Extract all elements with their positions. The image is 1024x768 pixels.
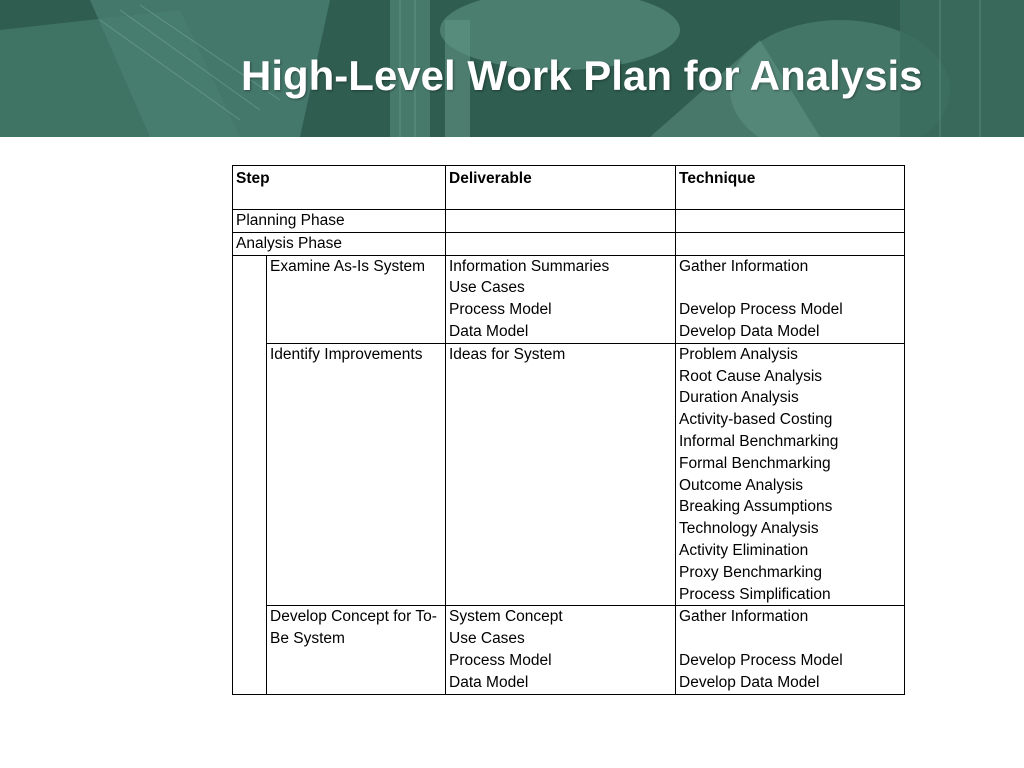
phase-analysis: Analysis Phase	[233, 232, 446, 255]
step-label: Identify Improvements	[270, 345, 423, 363]
table-row	[233, 255, 905, 343]
technique-item: Informal Benchmarking	[679, 432, 839, 450]
technique-item: Activity-based Costing	[679, 411, 833, 429]
table-row	[233, 343, 905, 606]
step-cell	[267, 255, 446, 343]
deliverable-item: Information Summaries	[449, 257, 610, 275]
technique-item: Develop Process Model	[679, 651, 843, 669]
header-step: Step	[233, 166, 446, 210]
indent-cell	[233, 255, 267, 694]
technique-item: Formal Benchmarking	[679, 454, 831, 472]
work-plan-table	[232, 165, 905, 695]
slide-title: High-Level Work Plan for Analysis	[241, 52, 923, 99]
technique-item: Root Cause Analysis	[679, 367, 823, 385]
deliverable-item: Use Cases	[449, 630, 525, 648]
step-label: Develop Concept for To-	[270, 608, 437, 626]
table-row	[233, 232, 905, 255]
technique-item	[679, 277, 901, 299]
deliverable-item: Process Model	[449, 301, 552, 319]
deliverable-cell	[446, 606, 676, 694]
header-deliverable: Deliverable	[446, 166, 676, 210]
technique-item: Develop Data Model	[679, 673, 820, 691]
header-technique: Technique	[676, 166, 905, 210]
technique-item: Duration Analysis	[679, 389, 799, 407]
technique-cell	[676, 606, 905, 694]
technique-item: Gather Information	[679, 608, 809, 626]
technique-item: Breaking Assumptions	[679, 498, 833, 516]
deliverable-item: Ideas for System	[449, 345, 566, 363]
table-row	[233, 210, 905, 233]
table-row	[233, 606, 905, 694]
technique-item: Outcome Analysis	[679, 476, 804, 494]
deliverable-cell	[446, 343, 676, 606]
table-header-row	[233, 166, 905, 210]
technique-cell	[676, 255, 905, 343]
title-banner	[0, 0, 1024, 137]
deliverable-cell	[446, 255, 676, 343]
technique-item: Problem Analysis	[679, 345, 798, 363]
technique-item: Activity Elimination	[679, 541, 809, 559]
step-label: Examine As-Is System	[270, 257, 426, 275]
technique-item: Develop Data Model	[679, 322, 820, 340]
technique-item: Develop Process Model	[679, 301, 843, 319]
deliverable-item: Data Model	[449, 673, 529, 691]
phase-planning: Planning Phase	[233, 210, 446, 233]
deliverable-item: System Concept	[449, 608, 563, 626]
technique-item	[679, 628, 901, 650]
step-cell	[267, 606, 446, 694]
deliverable-item: Data Model	[449, 322, 529, 340]
deliverable-item: Use Cases	[449, 279, 525, 297]
step-label: Be System	[270, 630, 345, 648]
technique-cell	[676, 343, 905, 606]
deliverable-item: Process Model	[449, 651, 552, 669]
technique-item: Technology Analysis	[679, 520, 819, 538]
step-cell	[267, 343, 446, 606]
technique-item: Gather Information	[679, 257, 809, 275]
technique-item: Process Simplification	[679, 585, 831, 603]
technique-item: Proxy Benchmarking	[679, 563, 823, 581]
